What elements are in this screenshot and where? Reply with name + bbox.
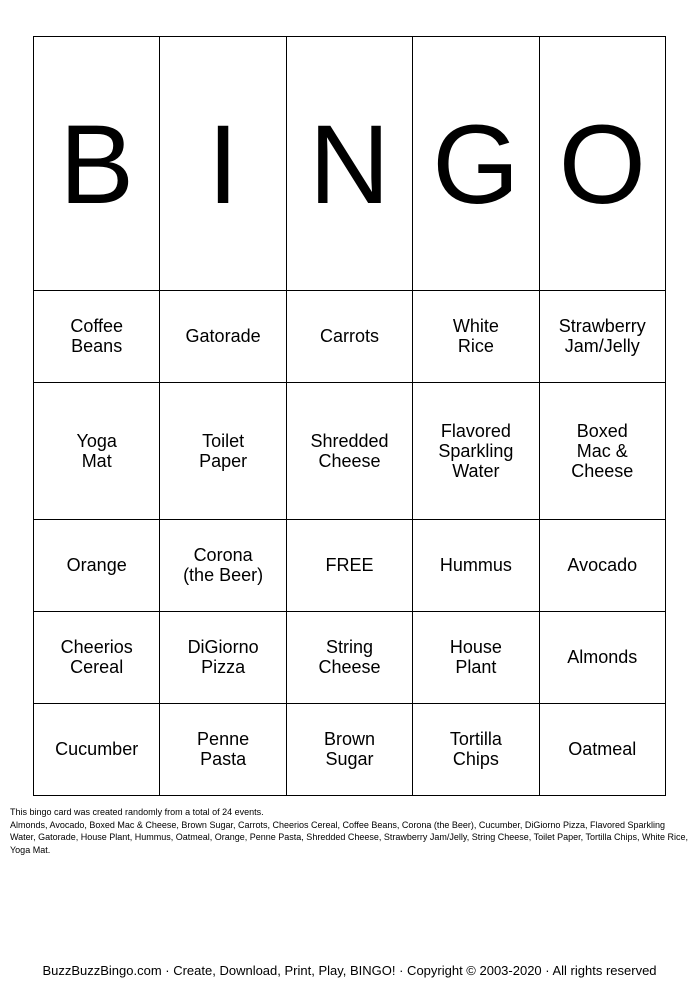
bingo-cell: Corona (the Beer) — [160, 519, 286, 611]
header-letter-i: I — [160, 37, 286, 291]
card-info — [10, 806, 689, 856]
events-list: Almonds, Avocado, Boxed Mac & Cheese, Brown Sugar, Carrots, Cheerios Cereal, Coffee Beans, Corona (the Beer), Cucumber, DiGiorno Pizza, Flavored Sparkling Water, Gatorade, House Plant, Hummus, Oatmeal, Orange, Penne Pasta, Shredded Cheese, Strawberry Jam/Jelly, String Cheese, Toilet Paper, Tortilla Chips, White Rice, Yoga Mat. — [10, 819, 688, 855]
bingo-cell: Boxed Mac & Cheese — [539, 382, 665, 519]
bingo-cell: Flavored Sparkling Water — [413, 382, 539, 519]
bingo-cell: Cucumber — [34, 703, 160, 795]
bingo-cell: Coffee Beans — [34, 290, 160, 382]
bingo-cell: Toilet Paper — [160, 382, 286, 519]
bingo-cell: DiGiorno Pizza — [160, 611, 286, 703]
bingo-cell: Penne Pasta — [160, 703, 286, 795]
bingo-cell: Oatmeal — [539, 703, 665, 795]
bingo-row-1 — [34, 290, 666, 382]
bingo-row-5 — [34, 703, 666, 795]
bingo-cell: Tortilla Chips — [413, 703, 539, 795]
header-letter-b: B — [34, 37, 160, 291]
bingo-cell: Hummus — [413, 519, 539, 611]
bingo-cell: Avocado — [539, 519, 665, 611]
bingo-row-4 — [34, 611, 666, 703]
bingo-cell: Gatorade — [160, 290, 286, 382]
bingo-row-2 — [34, 382, 666, 519]
bingo-cell: Yoga Mat — [34, 382, 160, 519]
header-row — [34, 37, 666, 291]
header-letter-n: N — [286, 37, 412, 291]
bingo-cell: Brown Sugar — [286, 703, 412, 795]
bingo-cell: Strawberry Jam/Jelly — [539, 290, 665, 382]
bingo-cell: Shredded Cheese — [286, 382, 412, 519]
bingo-cell: Almonds — [539, 611, 665, 703]
bingo-cell: House Plant — [413, 611, 539, 703]
footer-copyright: BuzzBuzzBingo.com · Create, Download, Print, Play, BINGO! · Copyright © 2003-2020 · All rights reserved — [42, 963, 657, 978]
header-letter-o: O — [539, 37, 665, 291]
bingo-cell: String Cheese — [286, 611, 412, 703]
bingo-cell: White Rice — [413, 290, 539, 382]
bingo-row-3 — [34, 519, 666, 611]
free-space-cell: FREE — [286, 519, 412, 611]
bingo-cell: Cheerios Cereal — [34, 611, 160, 703]
bingo-cell: Carrots — [286, 290, 412, 382]
bingo-card — [33, 36, 666, 796]
header-letter-g: G — [413, 37, 539, 291]
created-note: This bingo card was created randomly from a total of 24 events. — [10, 807, 264, 817]
bingo-cell: Orange — [34, 519, 160, 611]
